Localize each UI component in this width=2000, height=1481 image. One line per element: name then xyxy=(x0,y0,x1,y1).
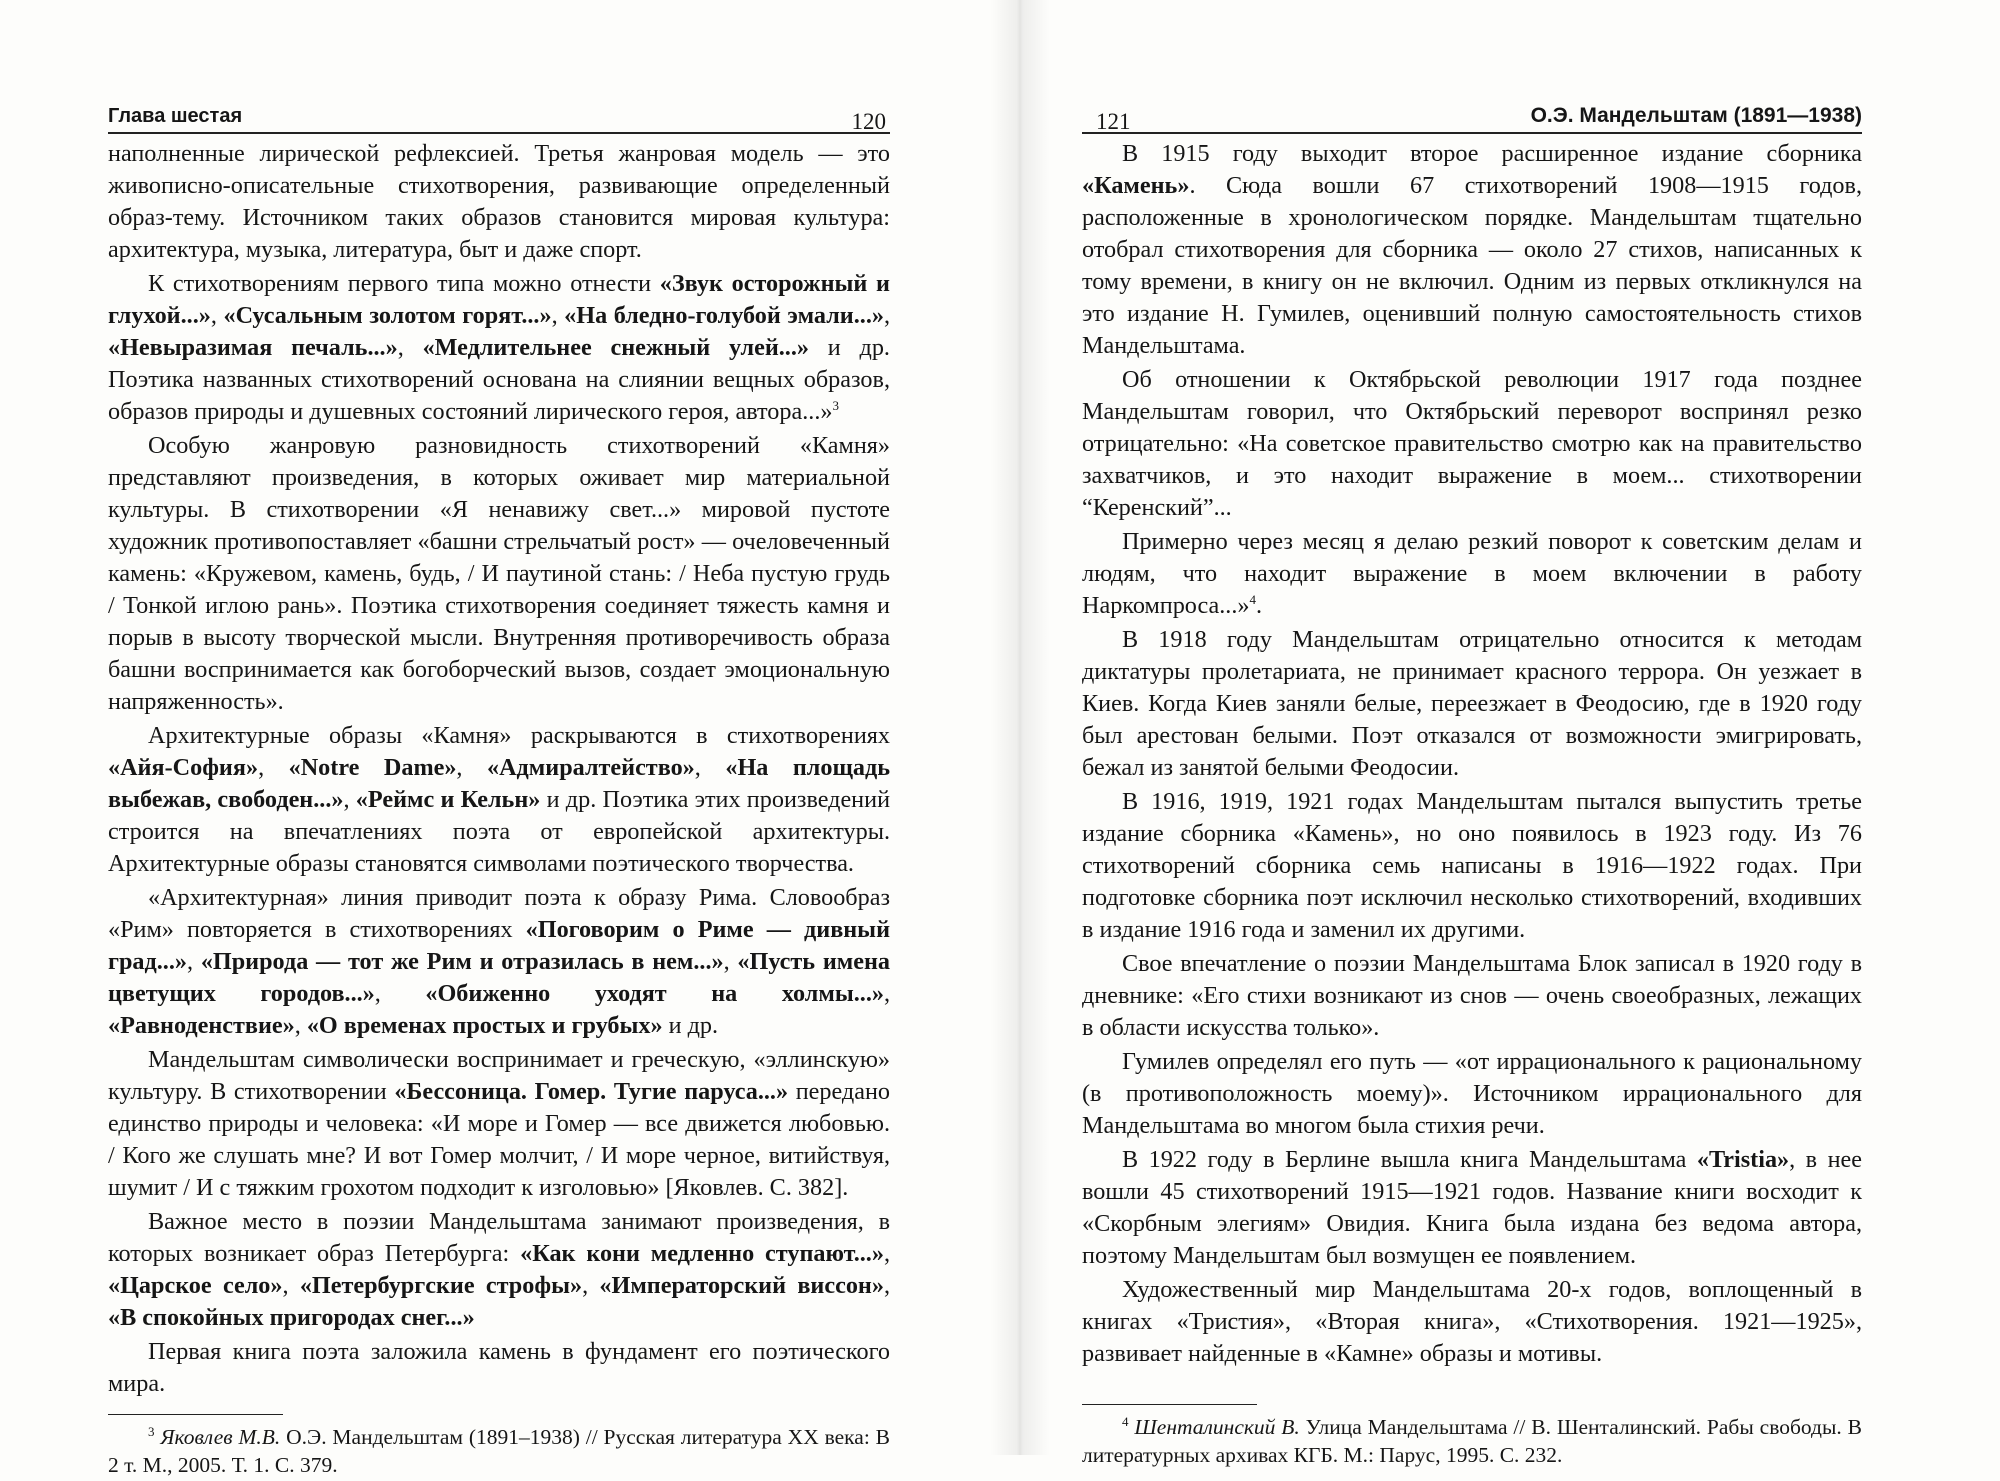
paragraph: Особую жанровую разновидность стихотворений «Камня» представляют произведения, в которых оживает мир материальной культуры. В стихотворении «Я ненавижу свет...» мировой пустоте художник противопоставляет «башни стрельчатый рост» — очеловеченный камень: «Кружевом, камень, будь, / И паутиной стань: / Неба пустую грудь / Тонкой иглою рань». Поэтика стихотворения соединяет тяжесть камня и порыв в высоту творческой мысли. Внутренняя противоречивость образа башни воспринимается как богоборческий вызов, создает эмоциональную напряженность». xyxy=(108,432,890,715)
paragraph: В 1918 году Мандельштам отрицательно относится к методам диктатуры пролетариата, не принимает красного террора. Он уезжает в Киев. Когда Киев заняли белые, переезжает в Феодосию, где в 1920 году был арестован белыми. Поэт отказался от возможности эмигрировать, бежал из занятой белыми Феодосии. xyxy=(1082,626,1862,781)
paragraph: «Архитектурная» линия приводит поэта к образу Рима. Словообраз «Рим» повторяется в стихотворениях «Поговорим о Риме — дивный град...», «Природа — тот же Рим и отразилась в нем...», «Пусть имена цветущих городов...», «Обиженно уходят на холмы...», «Равноденствие», «О временах простых и грубых» и др. xyxy=(108,884,891,1039)
page-header xyxy=(1082,90,1862,134)
footnote: $^3$ Яковлев М.В. О.Э. Мандельштам (1891–1938) // Русская литература XX века: В 2 т. М., 2005. Т. 1. С. 379. xyxy=(108,1423,890,1477)
paragraph: Первая книга поэта заложила камень в фундамент его поэтического мира. xyxy=(108,1338,890,1397)
footnote-ref: 4 xyxy=(1249,591,1256,607)
paragraph: Архитектурные образы «Камня» раскрываются в стихотворениях «Айя-София», «Notre Dame», «Адмиралтейство», «На площадь выбежав, свободен...», «Реймс и Кельн» и др. Поэтика этих произведений строится на впечатлениях поэта от европейской архитектуры. Архитектурные образы становятся символами поэтического творчества. xyxy=(108,722,891,877)
page-body xyxy=(108,138,890,1479)
page-header xyxy=(108,90,890,134)
paragraph: Примерно через месяц я делаю резкий поворот к советским делам и людям, что находит выражение в моем включении в работу Наркомпроса...»$^4$. xyxy=(1082,528,1862,619)
paragraph: В 1922 году в Берлине вышла книга Мандельштама «Tristia», в нее вошли 45 стихотворений 1915—1921 годов. Название книги восходит к «Скорбным элегиям» Овидия. Книга была издана без ведома автора, поэтому Мандельштам был возмущен ее появлением. xyxy=(1082,1146,1862,1269)
page-number: 120 xyxy=(851,109,886,134)
paragraph: Об отношении к Октябрьской революции 1917 года позднее Мандельштам говорил, что Октябрьский переворот воспринял резко отрицательно: «На советское правительство смотрю как на правительство захватчиков, и это находит выражение в моем... стихотворении “Керенский”... xyxy=(1082,366,1862,521)
footnote-divider xyxy=(1082,1404,1257,1405)
page-number: 121 xyxy=(1096,109,1131,134)
footnote-ref: 3 xyxy=(832,397,839,413)
paragraph: Свое впечатление о поэзии Мандельштама Блок записал в 1920 году в дневнике: «Его стихи возникают из снов — очень своеобразных, лежащих в области искусства только». xyxy=(1082,950,1862,1041)
right-page xyxy=(1082,90,1862,1471)
paragraph: В 1916, 1919, 1921 годах Мандельштам пытался выпустить третье издание сборника «Камень», но оно появилось в 1923 году. Из 76 стихотворений сборника семь написаны в 1916—1922 годах. При подготовке сборника поэт исключил несколько стихотворений, входивших в издание 1916 года и заменил их другими. xyxy=(1082,788,1862,943)
footnote: $^4$ Шенталинский В. Улица Мандельштама // В. Шенталинский. Рабы свободы. В литературных архивах КГБ. М.: Парус, 1995. С. 232. xyxy=(1082,1413,1863,1467)
left-page xyxy=(108,90,890,1481)
footnote-divider xyxy=(108,1414,283,1415)
chapter-header: Глава шестая xyxy=(108,105,243,127)
book-spine-shadow xyxy=(990,0,1050,1455)
chapter-header: О.Э. Мандельштам (1891—1938) xyxy=(1530,104,1862,127)
paragraph: Гумилев определял его путь — «от иррационального к рациональному (в противоположность моему)». Источником иррационального для Мандельштама во многом была стихия речи. xyxy=(1082,1048,1862,1139)
paragraph: К стихотворениям первого типа можно отнести «Звук осторожный и глухой...», «Сусальным золотом горят...», «На бледно-голубой эмали...», «Невыразимая печаль...», «Медлительнее снежный улей...» и др. Поэтика названных стихотворений основана на слиянии вещных образов, образов природы и душевных состояний лирического героя, автора...»$^3$ xyxy=(108,270,891,425)
paragraph: Важное место в поэзии Мандельштама занимают произведения, в которых возникает образ Петербурга: «Как кони медленно ступают...», «Царское село», «Петербургские строфы», «Императорский виссон», «В спокойных пригородах снег...» xyxy=(108,1208,890,1331)
paragraph: Художественный мир Мандельштама 20-х годов, воплощенный в книгах «Тристия», «Вторая книга», «Стихотворения. 1921—1925», развивает найденные в «Камне» образы и мотивы. xyxy=(1082,1276,1862,1367)
paragraph: В 1915 году выходит второе расширенное издание сборника «Камень». Сюда вошли 67 стихотворений 1908—1915 годов, расположенные в хронологическом порядке. Мандельштам тщательно отобрал стихотворения для сборника — около 27 стихов, написанных к тому времени, в книгу он не включил. Одним из первых откликнулся на это издание Н. Гумилев, оценивший полную самостоятельность стихов Мандельштама. xyxy=(1082,140,1862,359)
page-body xyxy=(1082,138,1862,1469)
paragraph: наполненные лирической рефлексией. Третья жанровая модель — это живописно-описательные стихотворения, развивающие определенный образ-тему. Источником таких образов становится мировая культура: архитектура, музыка, литература, быт и даже спорт. xyxy=(108,140,890,263)
paragraph: Мандельштам символически воспринимает и греческую, «эллинскую» культуру. В стихотворении «Бессоница. Гомер. Тугие паруса...» передано единство природы и человека: «И море и Гомер — все движется любовью. / Кого же слушать мне? И вот Гомер молчит, / И море черное, витийствуя, шумит / И с тяжким грохотом подходит к изголовью» [Яковлев. С. 382]. xyxy=(108,1046,890,1201)
